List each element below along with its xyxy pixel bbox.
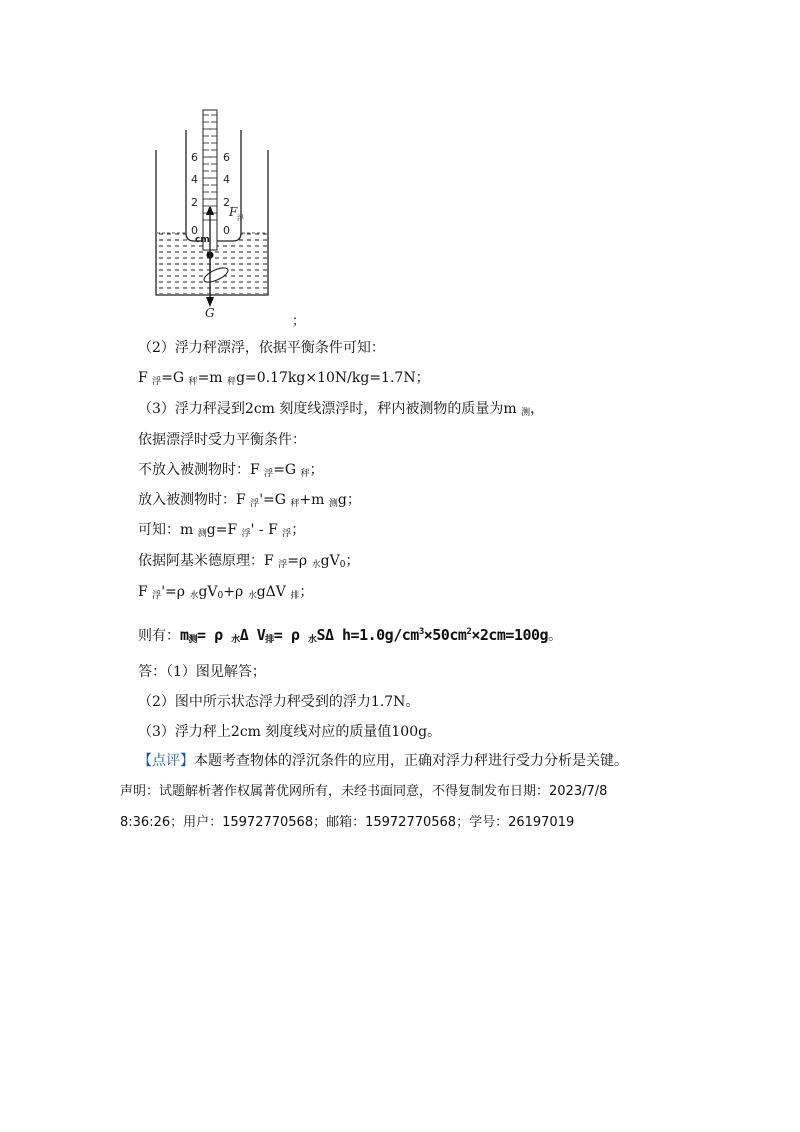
scale-label-right-6: 6: [223, 151, 230, 164]
equation-archimedes: 依据阿基米德原理：F $_浮$=ρ $_水gV_0$；: [138, 553, 360, 570]
solution-step-3: （3）浮力秤浸到2cm 刻度线漂浮时，秤内被测物的质量为m $_测$，: [138, 401, 545, 418]
scale-label-left-6: 6: [191, 151, 198, 164]
equilibrium-condition: 依据漂浮时受力平衡条件：: [138, 432, 306, 448]
unit-label: cm: [195, 235, 210, 245]
buoyancy-scale-diagram: [150, 105, 280, 320]
equation-result: 则有：$m_测= \rho$ $_水$Δ $V_排= \rho$ $_水$SΔ $h=1.0g/cm^3\times 50cm^2\times 2cm=100g$。: [138, 626, 563, 645]
scale-label-left-2: 2: [191, 196, 198, 209]
scale-label-right-0: 0: [223, 224, 230, 237]
equation-difference: 可知：m $_测$g=F $_浮$' - F $_浮$；: [138, 522, 306, 539]
solution-step-2: （2）浮力秤漂浮，依据平衡条件可知：: [138, 340, 385, 356]
scale-label-right-4: 4: [223, 173, 230, 186]
comment: 【点评】本题考查物体的浮沉条件的应用，正确对浮力秤进行受力分析是关键。: [138, 753, 628, 769]
comment-tag: 【点评】: [138, 753, 194, 769]
answer-2: （2）图中所示状态浮力秤受到的浮力1.7N。: [138, 694, 420, 710]
scale-label-right-2: 2: [223, 196, 230, 209]
gravity-label: G: [205, 306, 215, 320]
scale-label-left-0: 0: [191, 224, 198, 237]
equation-buoyancy-value: F $_浮$=G $_秤$=m $_秤$g=0.17kg×10N/kg=1.7N；: [138, 370, 430, 387]
figure-trailer: ；: [292, 314, 306, 329]
buoyancy-scale-figure: [150, 105, 280, 320]
equation-archimedes-loaded: F $_浮$'=ρ $_水gV_0+\rho$ $_水$gΔV $_排$；: [138, 584, 314, 601]
footer-user-info: 8:36:26；用户：15972770568；邮箱：15972770568；学号：26197019: [120, 815, 575, 830]
buoyant-force-sub: 浮: [237, 214, 244, 222]
buoyant-force-label: F: [229, 205, 238, 219]
equation-loaded: 放入被测物时：F $_浮$'=G $_秤$+m $_测$g；: [138, 492, 361, 509]
scale-label-left-4: 4: [191, 173, 198, 186]
answer-1: 答：（1）图见解答；: [138, 664, 266, 680]
equation-empty: 不放入被测物时：F $_浮$=G $_秤$；: [138, 462, 324, 479]
footer-declaration: 声明：试题解析著作权属菁优网所有，未经书面同意，不得复制发布日期：2023/7/8: [120, 784, 608, 799]
answer-3: （3）浮力秤上2cm 刻度线对应的质量值100g。: [138, 724, 442, 740]
